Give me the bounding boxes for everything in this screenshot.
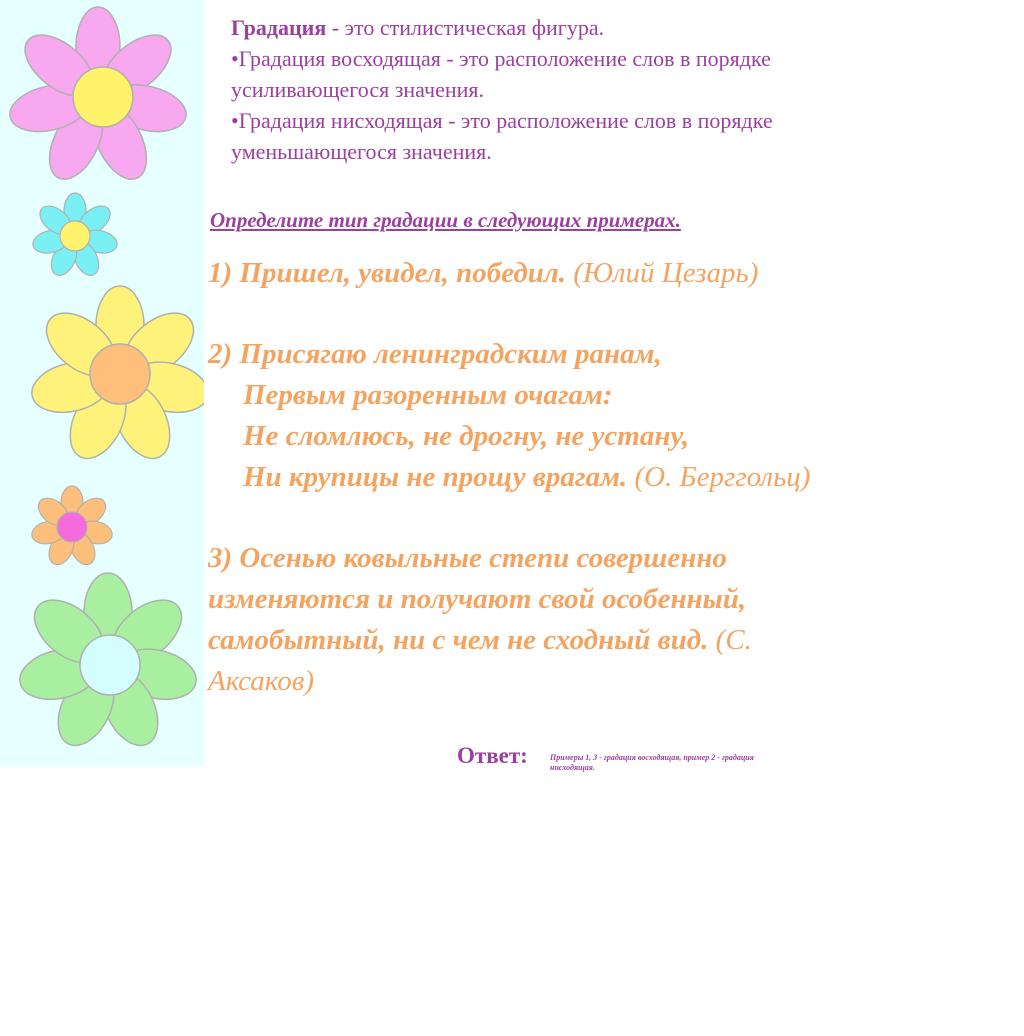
term-gradation: Градация (231, 15, 327, 40)
definition-line-1 (231, 12, 951, 43)
answer-text: Примеры 1, 3 - градация восходящая, пример 2 - градация нисходящая. (550, 753, 754, 772)
definition-line-5: уменьшающегося значения. (231, 139, 492, 164)
example-3-line-3 (208, 624, 752, 657)
example-1 (208, 257, 758, 290)
definition-line-2: •Градация восходящая - это расположение слов в порядке (231, 46, 771, 71)
example-3-line-1: 3) Осенью ковыльные степи совершенно (208, 542, 727, 574)
definition-line-4: •Градация нисходящая - это расположение слов в порядке (231, 108, 773, 133)
task-heading: Определите тип градации в следующих примерах. (210, 208, 681, 232)
example-2-line-4-text: Ни крупицы не прощу врагам. (243, 461, 635, 493)
example-2-line-4 (243, 461, 810, 494)
definition-rest: - это стилистическая фигура. (326, 15, 605, 40)
example-3-line-2: изменяются и получают свой особенный, (208, 583, 747, 615)
flowers-decoration (0, 0, 204, 767)
yellow-flower-icon (27, 286, 204, 467)
example-2-source: (О. Берггольц) (634, 461, 811, 493)
pink-flower-icon (5, 7, 190, 188)
example-2-line-3: Не сломлюсь, не дрогну, не устану, (243, 420, 690, 452)
example-3-source-b: Аксаков) (208, 665, 315, 697)
example-3-line-3-text: самобытный, ни с чем не сходный вид. (208, 624, 716, 656)
example-2-line-2: Первым разоренным очагам: (243, 379, 613, 411)
example-1-text: 1) Пришел, увидел, победил. (208, 257, 574, 289)
cyan-flower-icon (31, 193, 120, 279)
example-3-source-a: (С. (715, 624, 752, 656)
flower-strip (0, 0, 204, 767)
definition-line-3: усиливающегося значения. (231, 77, 485, 102)
orange-flower-icon (30, 486, 115, 569)
green-flower-icon (15, 573, 201, 754)
example-1-source: (Юлий Цезарь) (573, 257, 759, 289)
answer-label: Ответ: (457, 743, 528, 768)
definitions-block (231, 12, 951, 167)
example-2-line-1: 2) Присягаю ленинградским ранам, (208, 338, 662, 370)
example-3-line-4 (208, 665, 314, 698)
